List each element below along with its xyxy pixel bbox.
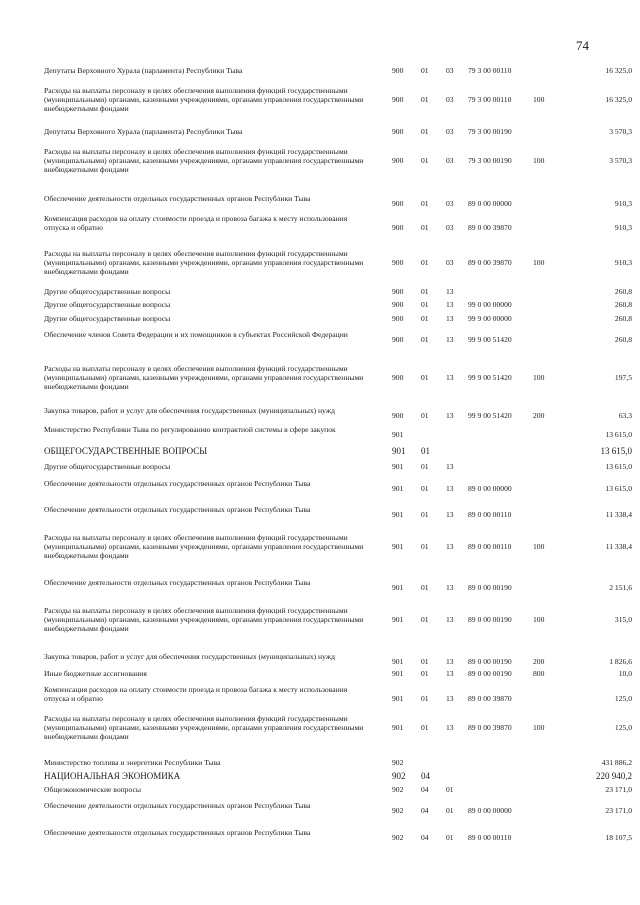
cell-s: 13 615,0: [605, 483, 632, 493]
cell-r: 01: [421, 223, 429, 232]
cell-k: 200: [533, 656, 545, 666]
cell-r: 01: [421, 127, 429, 136]
cell-k: 100: [533, 373, 545, 382]
cell-s: 18 107,5: [605, 832, 632, 842]
cell-t: 99 9 00 51420: [468, 373, 512, 382]
cell-r: 01: [421, 462, 429, 471]
cell-r: 01: [421, 542, 429, 551]
cell-r: 01: [421, 373, 429, 382]
cell-name: Расходы на выплаты персоналу в целях обеспечения выполнения функций государственными (муниципальными) органами, казенными учреждениями, органами управления государственными внебюджетными фондами: [44, 714, 364, 741]
cell-p: 13: [446, 615, 454, 624]
cell-v: 901: [392, 582, 404, 592]
cell-v: 900: [392, 223, 404, 232]
cell-p: 01: [446, 785, 454, 794]
cell-r: 01: [421, 95, 429, 104]
cell-t: 89 0 00 00190: [468, 615, 512, 624]
cell-r: 01: [421, 198, 429, 208]
cell-t: 89 0 00 39870: [468, 223, 512, 232]
cell-k: 100: [533, 615, 545, 624]
cell-p: 13: [446, 509, 454, 519]
cell-s: 910,3: [614, 198, 632, 208]
cell-s: 63,3: [618, 410, 632, 420]
cell-p: 03: [446, 156, 454, 165]
cell-v: 902: [392, 771, 406, 781]
cell-v: 901: [392, 669, 404, 678]
cell-t: 89 0 00 39870: [468, 723, 512, 732]
cell-p: 03: [446, 198, 454, 208]
cell-v: 901: [392, 509, 404, 519]
page-number: 74: [576, 38, 589, 53]
cell-k: 800: [533, 669, 545, 678]
cell-s: 315,0: [614, 615, 632, 624]
cell-s: 431 886,2: [601, 758, 632, 767]
cell-p: 13: [446, 314, 454, 323]
cell-v: 901: [392, 656, 404, 666]
cell-s: 220 940,2: [596, 771, 632, 781]
cell-r: 01: [421, 509, 429, 519]
cell-name: Другие общегосударственные вопросы: [44, 287, 171, 296]
cell-r: 01: [421, 446, 430, 456]
cell-p: 13: [446, 410, 454, 420]
cell-name: Другие общегосударственные вопросы: [44, 462, 171, 471]
cell-s: 11 338,4: [605, 542, 632, 551]
cell-s: 11 338,4: [605, 509, 632, 519]
cell-name: Расходы на выплаты персоналу в целях обеспечения выполнения функций государственными (муниципальными) органами, казенными учреждениями, органами управления государственными внебюджетными фондами: [44, 86, 364, 113]
cell-r: 04: [421, 785, 429, 794]
cell-s: 260,8: [614, 300, 632, 309]
cell-k: 200: [533, 410, 545, 420]
cell-s: 197,5: [614, 373, 632, 382]
cell-name: Министерство топлива и энергетики Республики Тыва: [44, 758, 221, 767]
cell-r: 01: [421, 334, 429, 344]
cell-name: Обеспечение деятельности отдельных государственных органов Республики Тыва: [44, 505, 311, 514]
cell-v: 902: [392, 758, 404, 767]
cell-r: 01: [421, 66, 429, 75]
cell-t: 89 0 00 39870: [468, 694, 512, 703]
cell-t: 89 0 00 00000: [468, 805, 512, 815]
cell-name: Обеспечение деятельности отдельных государственных органов Республики Тыва: [44, 194, 311, 203]
cell-s: 910,3: [614, 258, 632, 267]
cell-p: 03: [446, 223, 454, 232]
cell-k: 100: [533, 723, 545, 732]
cell-r: 01: [421, 410, 429, 420]
cell-p: 13: [446, 723, 454, 732]
cell-s: 2 151,6: [609, 582, 632, 592]
cell-v: 901: [392, 462, 404, 471]
cell-name: Расходы на выплаты персоналу в целях обеспечения выполнения функций государственными (муниципальными) органами, казенными учреждениями, органами управления государственными внебюджетными фондами: [44, 147, 364, 174]
cell-p: 13: [446, 334, 454, 344]
cell-s: 23 171,0: [605, 785, 632, 794]
cell-v: 900: [392, 95, 404, 104]
cell-p: 01: [446, 805, 454, 815]
cell-name: Общеэкономические вопросы: [44, 785, 141, 794]
cell-v: 900: [392, 127, 404, 136]
cell-s: 260,8: [614, 287, 632, 296]
cell-v: 901: [392, 723, 404, 732]
cell-name: Обеспечение деятельности отдельных государственных органов Республики Тыва: [44, 828, 311, 837]
cell-t: 79 3 00 00110: [468, 95, 512, 104]
cell-s: 13 615,0: [600, 446, 632, 456]
cell-v: 900: [392, 287, 404, 296]
cell-p: 03: [446, 95, 454, 104]
cell-name: Обеспечение деятельности отдельных государственных органов Республики Тыва: [44, 578, 311, 587]
cell-t: 99 9 00 51420: [468, 334, 512, 344]
cell-p: 13: [446, 462, 454, 471]
cell-name: ОБЩЕГОСУДАРСТВЕННЫЕ ВОПРОСЫ: [44, 446, 208, 456]
cell-v: 902: [392, 805, 404, 815]
cell-p: 13: [446, 287, 454, 296]
cell-v: 901: [392, 483, 404, 493]
cell-name: Расходы на выплаты персоналу в целях обеспечения выполнения функций государственными (муниципальными) органами, казенными учреждениями, органами управления государственными внебюджетными фондами: [44, 533, 364, 560]
cell-s: 125,0: [614, 694, 632, 703]
cell-name: Министерство Республики Тыва по регулированию контрактной системы в сфере закупок: [44, 425, 336, 434]
cell-r: 01: [421, 723, 429, 732]
cell-s: 1 826,6: [609, 656, 632, 666]
cell-name: Закупка товаров, работ и услуг для обеспечения государственных (муниципальных) нужд: [44, 406, 335, 415]
cell-name: Обеспечение деятельности отдельных государственных органов Республики Тыва: [44, 479, 311, 488]
cell-k: 100: [533, 258, 545, 267]
cell-p: 13: [446, 542, 454, 551]
cell-name: Расходы на выплаты персоналу в целях обеспечения выполнения функций государственными (муниципальными) органами, казенными учреждениями, органами управления государственными внебюджетными фондами: [44, 249, 364, 276]
cell-name: Расходы на выплаты персоналу в целях обеспечения выполнения функций государственными (муниципальными) органами, казенными учреждениями, органами управления государственными внебюджетными фондами: [44, 606, 364, 633]
cell-t: 89 0 00 00110: [468, 542, 512, 551]
cell-s: 13 615,0: [605, 462, 632, 471]
cell-name: Компенсация расходов на оплату стоимости проезда и провоза багажа к месту использования отпуска и обратно: [44, 214, 348, 232]
cell-t: 89 0 00 00110: [468, 509, 512, 519]
cell-name: Компенсация расходов на оплату стоимости проезда и провоза багажа к месту использования отпуска и обратно: [44, 685, 348, 703]
cell-t: 89 0 00 00190: [468, 669, 512, 678]
cell-t: 79 3 00 00190: [468, 156, 512, 165]
cell-r: 01: [421, 483, 429, 493]
cell-r: 01: [421, 314, 429, 323]
cell-v: 900: [392, 314, 404, 323]
cell-p: 13: [446, 582, 454, 592]
cell-name: Обеспечение деятельности отдельных государственных органов Республики Тыва: [44, 801, 311, 810]
cell-v: 901: [392, 694, 404, 703]
cell-s: 16 325,0: [605, 95, 632, 104]
cell-s: 3 570,3: [609, 127, 632, 136]
cell-p: 03: [446, 258, 454, 267]
cell-s: 910,3: [614, 223, 632, 232]
cell-s: 125,0: [614, 723, 632, 732]
cell-s: 23 171,0: [605, 805, 632, 815]
cell-t: 89 0 00 00000: [468, 198, 512, 208]
cell-t: 89 0 00 00190: [468, 656, 512, 666]
cell-r: 04: [421, 832, 429, 842]
cell-s: 3 570,3: [609, 156, 632, 165]
cell-v: 900: [392, 156, 404, 165]
cell-name: Закупка товаров, работ и услуг для обеспечения государственных (муниципальных) нужд: [44, 652, 335, 661]
cell-k: 100: [533, 156, 545, 165]
cell-t: 89 0 00 00190: [468, 582, 512, 592]
cell-v: 900: [392, 410, 404, 420]
cell-t: 89 0 00 00110: [468, 832, 512, 842]
cell-name: Депутаты Верховного Хурала (парламента) Республики Тыва: [44, 127, 243, 136]
cell-p: 03: [446, 66, 454, 75]
cell-p: 13: [446, 483, 454, 493]
cell-t: 79 3 00 00190: [468, 127, 512, 136]
cell-k: 100: [533, 95, 545, 104]
cell-v: 900: [392, 66, 404, 75]
cell-s: 16 325,0: [605, 66, 632, 75]
cell-p: 13: [446, 656, 454, 666]
cell-t: 99 9 00 51420: [468, 410, 512, 420]
cell-name: Другие общегосударственные вопросы: [44, 314, 171, 323]
cell-v: 901: [392, 615, 404, 624]
cell-v: 900: [392, 300, 404, 309]
cell-v: 900: [392, 198, 404, 208]
cell-r: 01: [421, 669, 429, 678]
cell-r: 04: [421, 771, 430, 781]
cell-name: Другие общегосударственные вопросы: [44, 300, 171, 309]
cell-p: 13: [446, 669, 454, 678]
cell-r: 01: [421, 694, 429, 703]
cell-s: 260,8: [614, 314, 632, 323]
cell-v: 901: [392, 446, 406, 456]
cell-r: 04: [421, 805, 429, 815]
cell-v: 900: [392, 334, 404, 344]
cell-r: 01: [421, 300, 429, 309]
cell-k: 100: [533, 542, 545, 551]
cell-r: 01: [421, 287, 429, 296]
cell-p: 13: [446, 373, 454, 382]
cell-s: 260,8: [614, 334, 632, 344]
cell-name: НАЦИОНАЛЬНАЯ ЭКОНОМИКА: [44, 771, 181, 781]
cell-p: 13: [446, 300, 454, 309]
cell-p: 13: [446, 694, 454, 703]
cell-t: 79 3 00 00110: [468, 66, 512, 75]
cell-t: 99 9 00 00000: [468, 314, 512, 323]
cell-t: 99 0 00 00000: [468, 300, 512, 309]
cell-v: 901: [392, 542, 404, 551]
cell-name: Иные бюджетные ассигнования: [44, 669, 147, 678]
cell-r: 01: [421, 582, 429, 592]
cell-name: Обеспечение членов Совета Федерации и их помощников в субъектах Российской Федерации: [44, 330, 348, 339]
cell-p: 03: [446, 127, 454, 136]
cell-v: 901: [392, 429, 404, 439]
cell-v: 902: [392, 785, 404, 794]
cell-v: 900: [392, 373, 404, 382]
cell-r: 01: [421, 615, 429, 624]
cell-v: 902: [392, 832, 404, 842]
cell-r: 01: [421, 156, 429, 165]
cell-r: 01: [421, 656, 429, 666]
cell-name: Расходы на выплаты персоналу в целях обеспечения выполнения функций государственными (муниципальными) органами, казенными учреждениями, органами управления государственными внебюджетными фондами: [44, 364, 364, 391]
cell-s: 13 615,0: [605, 429, 632, 439]
cell-s: 10,0: [618, 669, 632, 678]
cell-name: Депутаты Верховного Хурала (парламента) Республики Тыва: [44, 66, 243, 75]
cell-p: 01: [446, 832, 454, 842]
cell-t: 89 0 00 39870: [468, 258, 512, 267]
cell-r: 01: [421, 258, 429, 267]
cell-t: 89 0 00 00000: [468, 483, 512, 493]
cell-v: 900: [392, 258, 404, 267]
